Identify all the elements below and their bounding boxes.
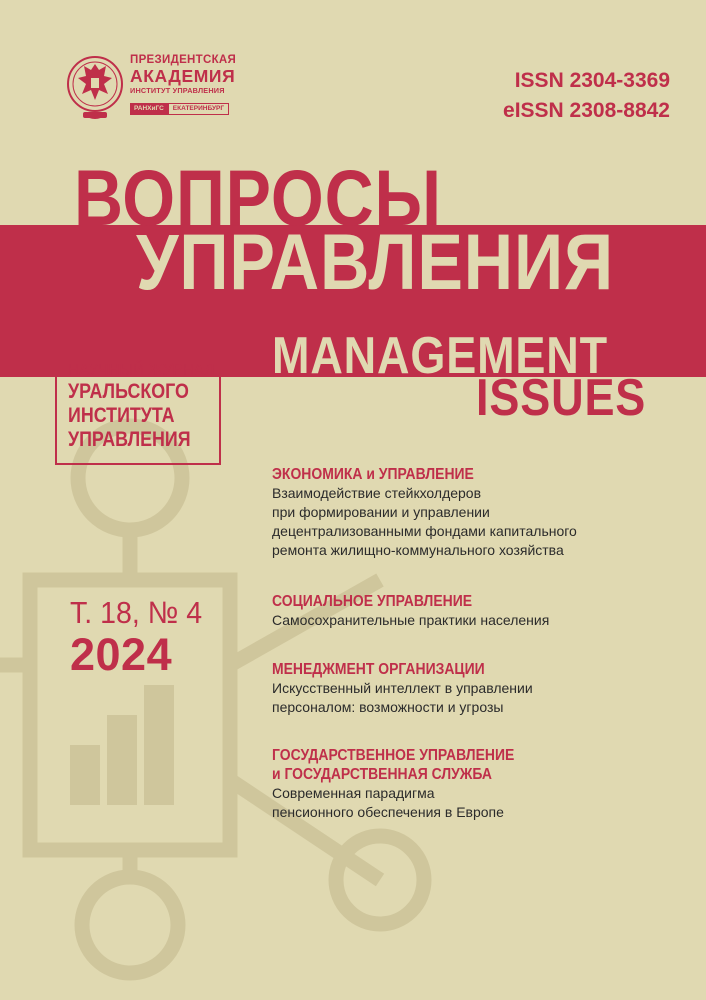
eagle-coat-of-arms-icon <box>66 48 124 128</box>
title-en-line1: MANAGEMENT <box>272 327 608 385</box>
section-line: ремонта жилищно-коммунального хозяйства <box>272 542 564 558</box>
publisher-tag-ranepa: РАНХиГС <box>130 103 168 115</box>
publisher-tag-city: ЕКАТЕРИНБУРГ <box>168 103 229 115</box>
publisher-tags <box>130 103 229 115</box>
issue-year: 2024 <box>70 629 173 680</box>
section-title: ГОСУДАРСТВЕННОЕ УПРАВЛЕНИЕ <box>272 747 515 764</box>
section-line: при формировании и управлении <box>272 504 490 520</box>
section-management <box>272 660 533 717</box>
journal-description <box>68 360 231 452</box>
title-en-line2: ISSUES <box>476 369 647 427</box>
journal-line1: НАУЧНЫЙ ЖУРНАЛ <box>68 360 215 379</box>
section-economics <box>272 465 577 560</box>
journal-line2: УРАЛЬСКОГО <box>68 380 189 403</box>
publisher-logo <box>66 48 236 128</box>
journal-line4: УПРАВЛЕНИЯ <box>68 428 191 451</box>
issn-print: ISSN 2304-3369 <box>514 69 670 92</box>
publisher-line3: ИНСТИТУТ УПРАВЛЕНИЯ <box>130 86 225 95</box>
publisher-line2: АКАДЕМИЯ <box>130 66 236 86</box>
section-line: пенсионного обеспечения в Европе <box>272 804 504 820</box>
section-line: Взаимодействие стейкхолдеров <box>272 485 482 501</box>
issn-electronic: eISSN 2308-8842 <box>503 99 670 122</box>
section-line: Самосохранительные практики населения <box>272 612 550 628</box>
section-title: СОЦИАЛЬНОЕ УПРАВЛЕНИЕ <box>272 593 473 610</box>
section-public-administration <box>272 746 541 822</box>
section-title: ЭКОНОМИКА и УПРАВЛЕНИЕ <box>272 466 474 483</box>
section-title: и ГОСУДАРСТВЕННАЯ СЛУЖБА <box>272 766 492 783</box>
section-line: Современная парадигма <box>272 785 435 801</box>
publisher-name <box>130 54 236 96</box>
title-ru-line1: ВОПРОСЫ <box>74 153 442 242</box>
section-social <box>272 592 549 630</box>
issue-volume: Т. 18, № 4 <box>70 595 203 630</box>
section-line: Искусственный интеллект в управлении <box>272 680 533 696</box>
section-title: МЕНЕДЖМЕНТ ОРГАНИЗАЦИИ <box>272 661 485 678</box>
publisher-line1: ПРЕЗИДЕНТСКАЯ <box>130 54 237 66</box>
section-line: персоналом: возможности и угрозы <box>272 699 504 715</box>
title-ru-line2: УПРАВЛЕНИЯ <box>136 217 614 306</box>
issn-block <box>503 66 670 126</box>
section-line: децентрализованными фондами капитального <box>272 523 577 539</box>
journal-line3: ИНСТИТУТА <box>68 404 175 427</box>
